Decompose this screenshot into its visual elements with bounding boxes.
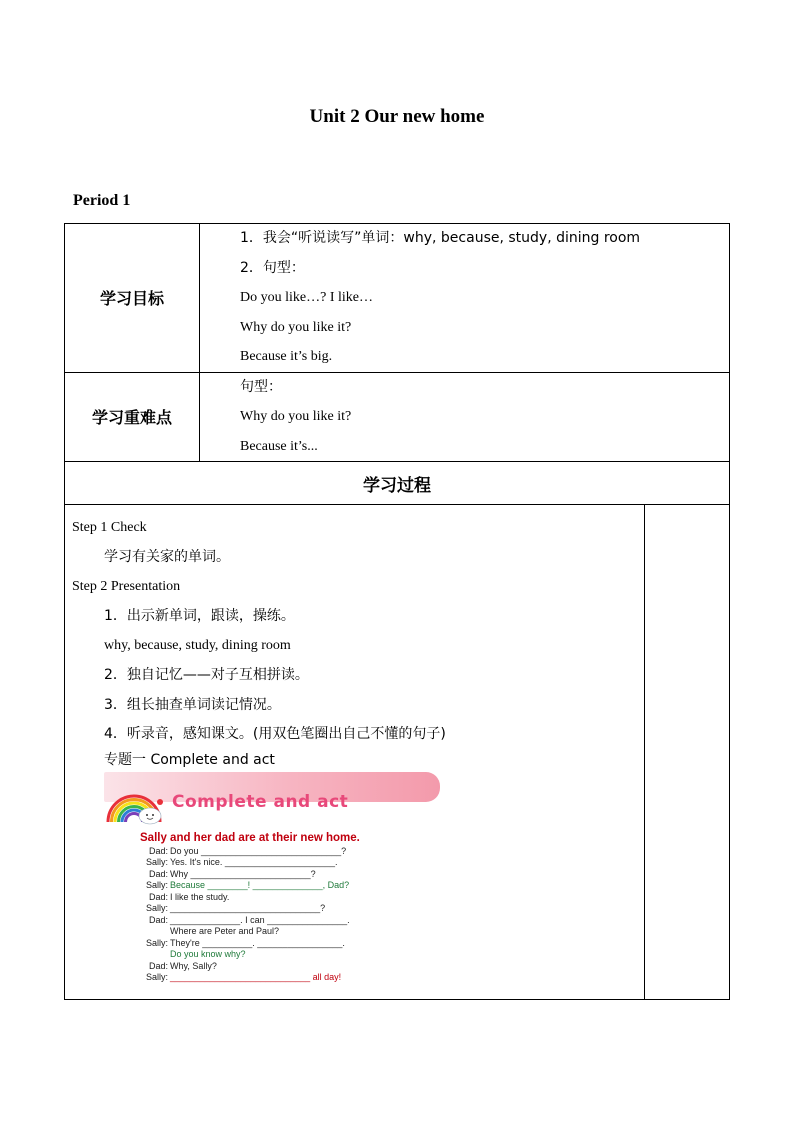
dialogue-text: Why ________________________?	[170, 868, 316, 879]
process-header: 学习过程	[65, 462, 730, 505]
goals-row	[65, 224, 730, 373]
goals-line: Why do you like it?	[240, 319, 352, 335]
speaker: Sally:	[145, 857, 168, 868]
dialogue-line	[138, 972, 360, 984]
speaker: Sally:	[145, 903, 168, 914]
lesson-table	[64, 223, 730, 1000]
process-line: Step 2 Presentation	[72, 579, 181, 595]
dialogue-line	[138, 903, 360, 915]
key-points-line: Because it’s...	[240, 438, 318, 454]
dialogue-line	[138, 869, 360, 881]
goals-line: Do you like…? I like…	[240, 290, 373, 305]
process-line: 学习有关家的单词。	[104, 548, 230, 565]
exercise-dialogue	[138, 832, 360, 984]
key-points-row	[65, 372, 730, 462]
banner-title: Complete and act	[172, 791, 349, 812]
speaker: Sally:	[145, 972, 168, 983]
dialogue-line	[138, 857, 360, 869]
dialogue-line	[138, 915, 360, 927]
dialogue-line	[138, 892, 360, 904]
process-line: 专题一 Complete and act	[104, 751, 275, 768]
document-title: Unit 2 Our new home	[309, 106, 485, 127]
goals-content	[200, 224, 730, 373]
speaker: Dad:	[148, 868, 168, 879]
dialogue-text: I like the study.	[170, 891, 230, 902]
process-line: 3．组长抽查单词读记情况。	[104, 696, 281, 713]
dialogue-text: Yes. It's nice. ______________________.	[170, 857, 338, 868]
goals-line: 1．我会“听说读写”单词：why, because, study, dining room	[240, 230, 641, 246]
goals-label: 学习目标	[65, 224, 200, 373]
speaker: Dad:	[148, 914, 168, 925]
notes-column	[645, 505, 730, 1000]
speaker: Dad:	[148, 845, 168, 856]
process-line: 4．听录音，感知课文。(用双色笔圈出自己不懂的句子)	[104, 726, 446, 743]
dialogue-text: Where are Peter and Paul?	[170, 926, 280, 937]
dialogue-text: Why, Sally?	[170, 960, 217, 971]
dialogue-text: Do you know why?	[170, 949, 246, 960]
dialogue-text: Do you ____________________________?	[170, 845, 347, 856]
process-header-row	[65, 462, 730, 505]
dialogue-line	[138, 938, 360, 950]
period-label: Period 1	[73, 192, 131, 209]
speaker: Sally:	[145, 937, 168, 948]
dialogue-text: Because ________! ______________, Dad?	[170, 880, 350, 891]
exercise-heading: Sally and her dad are at their new home.	[140, 831, 360, 844]
process-line: 1．出示新单词，跟读，操练。	[104, 607, 295, 624]
process-line: why, because, study, dining room	[104, 638, 291, 654]
key-points-line: 句型：	[240, 378, 282, 395]
dialogue-line	[138, 949, 360, 961]
dialogue-text: ____________________________ all day!	[170, 972, 342, 983]
dialogue-line	[138, 926, 360, 938]
process-row	[65, 505, 730, 1000]
dialogue-text: ______________________________?	[170, 903, 326, 914]
speaker: Sally:	[145, 880, 168, 891]
dialogue-text: ______________. I can ________________.	[170, 914, 350, 925]
dialogue-line	[138, 846, 360, 858]
process-line: Step 1 Check	[72, 520, 147, 535]
rainbow-cloud-icon	[104, 792, 168, 826]
key-points-content	[200, 372, 730, 462]
dialogue-line	[138, 880, 360, 892]
speaker: Dad:	[148, 891, 168, 902]
key-points-line: Why do you like it?	[240, 409, 352, 424]
process-line: 2．独自记忆——对子互相拼读。	[104, 666, 309, 683]
goals-line: 2．句型：	[240, 259, 305, 276]
key-points-label: 学习重难点	[65, 372, 200, 462]
dialogue-text: They're __________. _________________.	[170, 937, 345, 948]
exercise-image	[104, 772, 440, 998]
process-content	[65, 505, 645, 1000]
speaker: Dad:	[148, 960, 168, 971]
dialogue-line	[138, 961, 360, 973]
goals-line: Because it’s big.	[240, 349, 333, 364]
